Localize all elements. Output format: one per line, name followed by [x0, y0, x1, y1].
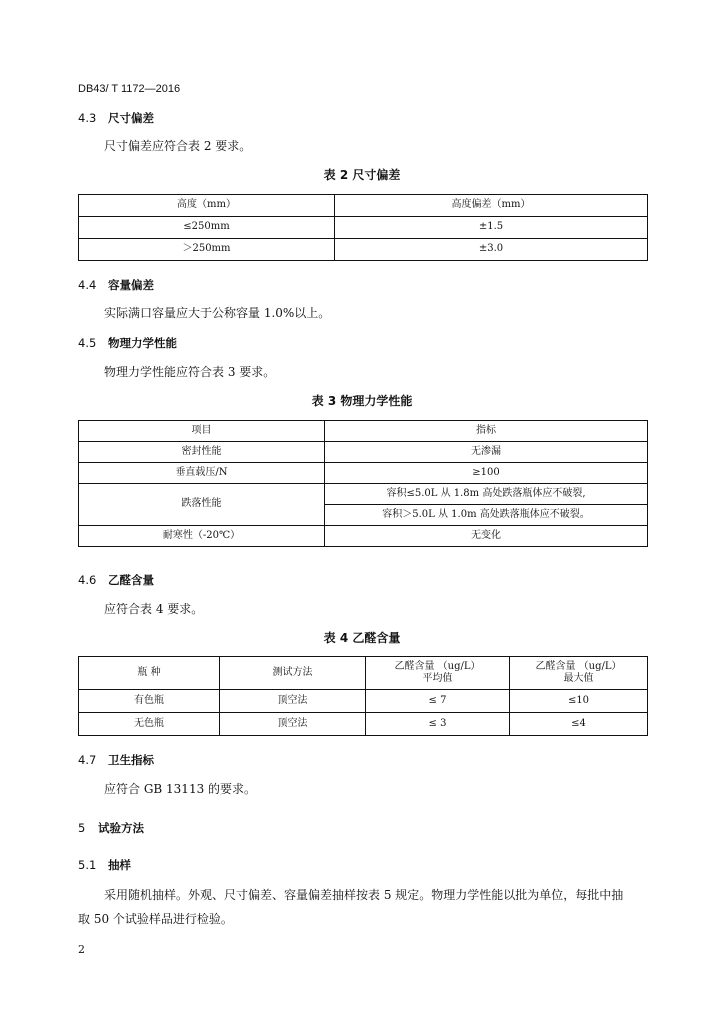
- table-row: [79, 526, 648, 547]
- header-line: 乙醛含量 （ug/L）: [394, 660, 481, 672]
- table-header: 指标: [325, 421, 648, 442]
- section-4-7-heading: [78, 752, 154, 768]
- section-title: 容量偏差: [108, 278, 154, 292]
- section-number: 4.5: [78, 336, 97, 350]
- table-3: [78, 420, 648, 547]
- table-header: 瓶 种: [79, 657, 220, 690]
- table-header: 项目: [79, 421, 325, 442]
- header-line: 平均值: [422, 673, 453, 684]
- header-line: 最大值: [563, 673, 594, 684]
- table-header: [510, 657, 648, 690]
- section-title: 抽样: [108, 858, 131, 872]
- section-title: 试验方法: [98, 821, 144, 835]
- table-cell: ±3.0: [335, 239, 648, 261]
- table-cell: 顶空法: [220, 713, 366, 736]
- section-4-3-text: 尺寸偏差应符合表 2 要求。: [104, 139, 252, 153]
- section-4-5-heading: [78, 335, 177, 351]
- section-title: 物理力学性能: [108, 336, 177, 350]
- table-row: [79, 484, 648, 505]
- table-cell: 密封性能: [79, 442, 325, 463]
- page-number: 2: [78, 943, 85, 956]
- section-4-5-text: 物理力学性能应符合表 3 要求。: [104, 365, 276, 379]
- table-cell: 垂直载压/N: [79, 463, 325, 484]
- table-header: 测试方法: [220, 657, 366, 690]
- table-cell: 顶空法: [220, 690, 366, 713]
- table-header: [366, 657, 510, 690]
- section-5-heading: [78, 820, 144, 836]
- table-row: [79, 239, 648, 261]
- table-cell: ＞250mm: [79, 239, 335, 261]
- section-4-3-heading: [78, 110, 154, 126]
- table-cell: 无渗漏: [325, 442, 648, 463]
- table-cell: 容积≤5.0L 从 1.8m 高处跌落瓶体应不破裂,: [325, 484, 648, 505]
- table-2-caption: 表 2 尺寸偏差: [323, 168, 401, 182]
- section-title: 尺寸偏差: [108, 111, 154, 125]
- document-header: DB43/ T 1172—2016: [78, 83, 181, 95]
- header-line: 乙醛含量 （ug/L）: [535, 660, 622, 672]
- section-title: 卫生指标: [108, 753, 154, 767]
- table-cell: ≤10: [510, 690, 648, 713]
- table-row: [79, 217, 648, 239]
- section-5-1-text-line2: 取 50 个试验样品进行检验。: [78, 912, 233, 926]
- table-cell: 跌落性能: [79, 484, 325, 526]
- section-number: 4.4: [78, 278, 97, 292]
- table-cell: ≤4: [510, 713, 648, 736]
- table-header: 高度偏差（mm）: [335, 195, 648, 217]
- section-number: 4.3: [78, 111, 97, 125]
- table-header: 高度（mm）: [79, 195, 335, 217]
- table-cell: 容积＞5.0L 从 1.0m 高处跌落瓶体应不破裂。: [325, 505, 648, 526]
- section-4-7-text: 应符合 GB 13113 的要求。: [104, 782, 257, 796]
- section-number: 4.6: [78, 573, 97, 587]
- table-4: [78, 656, 648, 736]
- table-cell: 耐寒性（-20℃）: [79, 526, 325, 547]
- section-number: 4.7: [78, 753, 97, 767]
- table-2: [78, 194, 648, 261]
- section-5-1-text-line1: 采用随机抽样。外观、尺寸偏差、容量偏差抽样按表 5 规定。物理力学性能以批为单位，每批中抽: [104, 888, 624, 902]
- table-3-caption: 表 3 物理力学性能: [311, 394, 413, 408]
- section-4-4-heading: [78, 277, 154, 293]
- table-row: [79, 442, 648, 463]
- section-4-6-heading: [78, 572, 154, 588]
- table-row: [79, 690, 648, 713]
- table-cell: 有色瓶: [79, 690, 220, 713]
- section-4-6-text: 应符合表 4 要求。: [104, 602, 204, 616]
- table-cell: ≥100: [325, 463, 648, 484]
- section-5-1-heading: [78, 857, 131, 873]
- table-cell: 无色瓶: [79, 713, 220, 736]
- table-row: [79, 713, 648, 736]
- table-cell: ±1.5: [335, 217, 648, 239]
- section-number: 5.1: [78, 858, 97, 872]
- table-cell: ≤ 3: [366, 713, 510, 736]
- table-cell: ≤ 7: [366, 690, 510, 713]
- section-4-4-text: 实际满口容量应大于公称容量 1.0%以上。: [104, 306, 331, 320]
- table-cell: ≤250mm: [79, 217, 335, 239]
- table-row: [79, 463, 648, 484]
- table-4-caption: 表 4 乙醛含量: [323, 631, 401, 645]
- table-cell: 无变化: [325, 526, 648, 547]
- section-number: 5: [78, 821, 86, 835]
- section-title: 乙醛含量: [108, 573, 154, 587]
